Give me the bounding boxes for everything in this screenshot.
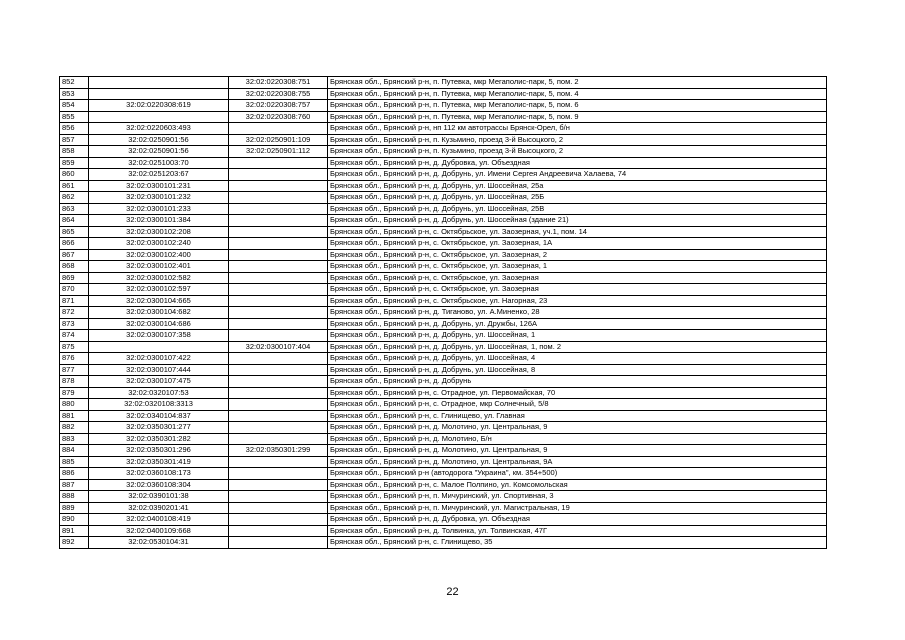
premises-cadastral-number-cell: [229, 330, 328, 342]
address-cell: Брянская обл., Брянский р-н, д. Добрунь, ул. Шоссейная, 1: [328, 330, 827, 342]
address-cell: Брянская обл., Брянский р-н, д. Добрунь, ул. Шоссейная, 25Б: [328, 192, 827, 204]
row-number-cell: 884: [60, 445, 89, 457]
table-row: [60, 456, 827, 468]
premises-cadastral-number-cell: [229, 376, 328, 388]
table-row: [60, 88, 827, 100]
address-cell: Брянская обл., Брянский р-н, п. Мичуринский, ул. Магистральная, 19: [328, 502, 827, 514]
premises-cadastral-number-cell: [229, 514, 328, 526]
cadastral-number-cell: 32:02:0300101:233: [89, 203, 229, 215]
table-row: [60, 284, 827, 296]
address-cell: Брянская обл., Брянский р-н, д. Добрунь, ул. Шоссейная, 8: [328, 364, 827, 376]
premises-cadastral-number-cell: [229, 249, 328, 261]
premises-cadastral-number-cell: [229, 468, 328, 480]
registry-table: [59, 76, 827, 549]
cadastral-number-cell: 32:02:0340104:837: [89, 410, 229, 422]
cadastral-number-cell: 32:02:0300101:232: [89, 192, 229, 204]
cadastral-number-cell: 32:02:0300107:422: [89, 353, 229, 365]
cadastral-number-cell: 32:02:0390201:41: [89, 502, 229, 514]
table-row: [60, 502, 827, 514]
premises-cadastral-number-cell: [229, 180, 328, 192]
row-number-cell: 854: [60, 100, 89, 112]
row-number-cell: 856: [60, 123, 89, 135]
address-cell: Брянская обл., Брянский р-н, д. Добрунь, ул. Шоссейная (здание 21): [328, 215, 827, 227]
premises-cadastral-number-cell: [229, 410, 328, 422]
address-cell: Брянская обл., Брянский р-н, д. Молотино, ул. Центральная, 9: [328, 422, 827, 434]
table-row: [60, 318, 827, 330]
table-row: [60, 491, 827, 503]
cadastral-number-cell: 32:02:0350301:277: [89, 422, 229, 434]
table-row: [60, 261, 827, 273]
address-cell: Брянская обл., Брянский р-н, д. Добрунь, ул. Шоссейная, 25В: [328, 203, 827, 215]
cadastral-number-cell: [89, 111, 229, 123]
address-cell: Брянская обл., Брянский р-н, с. Октябрьское, ул. Заозерная, 2: [328, 249, 827, 261]
cadastral-number-cell: 32:02:0320107:53: [89, 387, 229, 399]
page-number: 22: [446, 586, 459, 598]
table-row: [60, 272, 827, 284]
row-number-cell: 886: [60, 468, 89, 480]
premises-cadastral-number-cell: [229, 433, 328, 445]
table-row: [60, 376, 827, 388]
address-cell: Брянская обл., Брянский р-н, п. Путевка, мкр Мегаполис-парк, 5, пом. 2: [328, 77, 827, 89]
address-cell: Брянская обл., Брянский р-н, с. Отрадное, ул. Первомайская, 70: [328, 387, 827, 399]
cadastral-number-cell: 32:02:0300101:231: [89, 180, 229, 192]
premises-cadastral-number-cell: [229, 479, 328, 491]
row-number-cell: 881: [60, 410, 89, 422]
table-row: [60, 169, 827, 181]
cadastral-number-cell: 32:02:0350301:282: [89, 433, 229, 445]
row-number-cell: 878: [60, 376, 89, 388]
address-cell: Брянская обл., Брянский р-н, с. Глинищево, 35: [328, 537, 827, 549]
address-cell: Брянская обл., Брянский р-н, д. Толвинка, ул. Толвинская, 47Г: [328, 525, 827, 537]
cadastral-number-cell: 32:02:0300104:682: [89, 307, 229, 319]
table-row: [60, 100, 827, 112]
cadastral-number-cell: 32:02:0300102:208: [89, 226, 229, 238]
address-cell: Брянская обл., Брянский р-н, с. Октябрьское, ул. Заозерная, уч.1, пом. 14: [328, 226, 827, 238]
cadastral-number-cell: 32:02:0350301:296: [89, 445, 229, 457]
cadastral-number-cell: 32:02:0251003:70: [89, 157, 229, 169]
table-row: [60, 215, 827, 227]
address-cell: Брянская обл., Брянский р-н, п. Мичуринский, ул. Спортивная, 3: [328, 491, 827, 503]
table-row: [60, 134, 827, 146]
address-cell: Брянская обл., Брянский р-н, д. Молотино, Б/н: [328, 433, 827, 445]
row-number-cell: 885: [60, 456, 89, 468]
address-cell: Брянская обл., Брянский р-н, нп 112 км автотрассы Брянск-Орел, б/н: [328, 123, 827, 135]
premises-cadastral-number-cell: [229, 525, 328, 537]
row-number-cell: 887: [60, 479, 89, 491]
address-cell: Брянская обл., Брянский р-н, п. Путевка, мкр Мегаполис-парк, 5, пом. 9: [328, 111, 827, 123]
row-number-cell: 857: [60, 134, 89, 146]
table-row: [60, 364, 827, 376]
address-cell: Брянская обл., Брянский р-н, д. Добрунь, ул. Шоссейная, 1, пом. 2: [328, 341, 827, 353]
row-number-cell: 888: [60, 491, 89, 503]
row-number-cell: 870: [60, 284, 89, 296]
address-cell: Брянская обл., Брянский р-н, с. Октябрьское, ул. Заозерная, 1: [328, 261, 827, 273]
premises-cadastral-number-cell: [229, 502, 328, 514]
address-cell: Брянская обл., Брянский р-н, д. Добрунь, ул. Шоссейная, 25а: [328, 180, 827, 192]
table-row: [60, 192, 827, 204]
cadastral-number-cell: 32:02:0400108:419: [89, 514, 229, 526]
cadastral-number-cell: 32:02:0300102:400: [89, 249, 229, 261]
cadastral-number-cell: 32:02:0390101:38: [89, 491, 229, 503]
table-row: [60, 77, 827, 89]
cadastral-number-cell: 32:02:0220308:619: [89, 100, 229, 112]
address-cell: Брянская обл., Брянский р-н, д. Добрунь: [328, 376, 827, 388]
row-number-cell: 882: [60, 422, 89, 434]
address-cell: Брянская обл., Брянский р-н, с. Октябрьское, ул. Заозерная: [328, 284, 827, 296]
address-cell: Брянская обл., Брянский р-н, д. Дубровка, ул. Объездная: [328, 514, 827, 526]
table-row: [60, 249, 827, 261]
address-cell: Брянская обл., Брянский р-н (автодорога "Украина", км. 354+500): [328, 468, 827, 480]
row-number-cell: 861: [60, 180, 89, 192]
table-row: [60, 353, 827, 365]
row-number-cell: 871: [60, 295, 89, 307]
premises-cadastral-number-cell: [229, 226, 328, 238]
premises-cadastral-number-cell: [229, 307, 328, 319]
premises-cadastral-number-cell: [229, 203, 328, 215]
address-cell: Брянская обл., Брянский р-н, п. Путевка, мкр Мегаполис-парк, 5, пом. 6: [328, 100, 827, 112]
address-cell: Брянская обл., Брянский р-н, д. Молотино, ул. Центральная, 9А: [328, 456, 827, 468]
row-number-cell: 877: [60, 364, 89, 376]
row-number-cell: 873: [60, 318, 89, 330]
table-body: [60, 77, 827, 549]
address-cell: Брянская обл., Брянский р-н, д. Добрунь, ул. Шоссейная, 4: [328, 353, 827, 365]
row-number-cell: 858: [60, 146, 89, 158]
cadastral-number-cell: [89, 88, 229, 100]
premises-cadastral-number-cell: 32:02:0250901:112: [229, 146, 328, 158]
row-number-cell: 889: [60, 502, 89, 514]
table-row: [60, 111, 827, 123]
premises-cadastral-number-cell: [229, 295, 328, 307]
row-number-cell: 883: [60, 433, 89, 445]
row-number-cell: 865: [60, 226, 89, 238]
table-row: [60, 468, 827, 480]
row-number-cell: 866: [60, 238, 89, 250]
premises-cadastral-number-cell: [229, 399, 328, 411]
table-row: [60, 203, 827, 215]
table-row: [60, 226, 827, 238]
table-row: [60, 410, 827, 422]
address-cell: Брянская обл., Брянский р-н, д. Молотино, ул. Центральная, 9: [328, 445, 827, 457]
premises-cadastral-number-cell: [229, 123, 328, 135]
table-row: [60, 387, 827, 399]
row-number-cell: 875: [60, 341, 89, 353]
address-cell: Брянская обл., Брянский р-н, с. Глинищево, ул. Главная: [328, 410, 827, 422]
premises-cadastral-number-cell: 32:02:0350301:299: [229, 445, 328, 457]
row-number-cell: 859: [60, 157, 89, 169]
premises-cadastral-number-cell: 32:02:0250901:109: [229, 134, 328, 146]
address-cell: Брянская обл., Брянский р-н, д. Дубровка, ул. Объездная: [328, 157, 827, 169]
row-number-cell: 855: [60, 111, 89, 123]
premises-cadastral-number-cell: [229, 456, 328, 468]
cadastral-number-cell: 32:02:0250901:56: [89, 146, 229, 158]
table-row: [60, 330, 827, 342]
row-number-cell: 852: [60, 77, 89, 89]
premises-cadastral-number-cell: [229, 157, 328, 169]
cadastral-number-cell: 32:02:0300101:384: [89, 215, 229, 227]
row-number-cell: 890: [60, 514, 89, 526]
table-row: [60, 479, 827, 491]
row-number-cell: 860: [60, 169, 89, 181]
premises-cadastral-number-cell: [229, 192, 328, 204]
premises-cadastral-number-cell: [229, 491, 328, 503]
cadastral-number-cell: 32:02:0350301:419: [89, 456, 229, 468]
row-number-cell: 867: [60, 249, 89, 261]
cadastral-number-cell: 32:02:0300107:444: [89, 364, 229, 376]
table-row: [60, 525, 827, 537]
premises-cadastral-number-cell: [229, 318, 328, 330]
address-cell: Брянская обл., Брянский р-н, с. Малое Полпино, ул. Комсомольская: [328, 479, 827, 491]
address-cell: Брянская обл., Брянский р-н, д. Добрунь, ул. Дружбы, 126А: [328, 318, 827, 330]
cadastral-number-cell: 32:02:0250901:56: [89, 134, 229, 146]
cadastral-number-cell: 32:02:0400109:668: [89, 525, 229, 537]
premises-cadastral-number-cell: [229, 215, 328, 227]
table-row: [60, 433, 827, 445]
address-cell: Брянская обл., Брянский р-н, п. Кузьмино, проезд 3-й Высоцкого, 2: [328, 134, 827, 146]
premises-cadastral-number-cell: [229, 169, 328, 181]
row-number-cell: 862: [60, 192, 89, 204]
cadastral-number-cell: 32:02:0251203:67: [89, 169, 229, 181]
row-number-cell: 872: [60, 307, 89, 319]
cadastral-number-cell: 32:02:0300107:475: [89, 376, 229, 388]
address-cell: Брянская обл., Брянский р-н, п. Кузьмино, проезд 3-й Высоцкого, 2: [328, 146, 827, 158]
cadastral-number-cell: 32:02:0530104:31: [89, 537, 229, 549]
premises-cadastral-number-cell: 32:02:0220308:760: [229, 111, 328, 123]
cadastral-number-cell: 32:02:0320108:3313: [89, 399, 229, 411]
premises-cadastral-number-cell: [229, 364, 328, 376]
cadastral-number-cell: 32:02:0360108:173: [89, 468, 229, 480]
cadastral-number-cell: 32:02:0300102:240: [89, 238, 229, 250]
cadastral-number-cell: [89, 77, 229, 89]
row-number-cell: 853: [60, 88, 89, 100]
cadastral-number-cell: 32:02:0300102:401: [89, 261, 229, 273]
row-number-cell: 891: [60, 525, 89, 537]
cadastral-number-cell: 32:02:0300102:597: [89, 284, 229, 296]
cadastral-number-cell: 32:02:0220603:493: [89, 123, 229, 135]
address-cell: Брянская обл., Брянский р-н, п. Путевка, мкр Мегаполис-парк, 5, пом. 4: [328, 88, 827, 100]
table-row: [60, 445, 827, 457]
cadastral-number-cell: 32:02:0360108:304: [89, 479, 229, 491]
table-row: [60, 180, 827, 192]
table-row: [60, 123, 827, 135]
table-row: [60, 399, 827, 411]
row-number-cell: 864: [60, 215, 89, 227]
row-number-cell: 874: [60, 330, 89, 342]
cadastral-number-cell: 32:02:0300107:358: [89, 330, 229, 342]
premises-cadastral-number-cell: [229, 284, 328, 296]
address-cell: Брянская обл., Брянский р-н, с. Октябрьское, ул. Нагорная, 23: [328, 295, 827, 307]
table-row: [60, 157, 827, 169]
address-cell: Брянская обл., Брянский р-н, с. Октябрьское, ул. Заозерная: [328, 272, 827, 284]
premises-cadastral-number-cell: 32:02:0300107:404: [229, 341, 328, 353]
row-number-cell: 892: [60, 537, 89, 549]
premises-cadastral-number-cell: [229, 238, 328, 250]
table-row: [60, 537, 827, 549]
premises-cadastral-number-cell: 32:02:0220308:757: [229, 100, 328, 112]
premises-cadastral-number-cell: 32:02:0220308:755: [229, 88, 328, 100]
address-cell: Брянская обл., Брянский р-н, с. Отрадное, мкр Солнечный, 5/8: [328, 399, 827, 411]
premises-cadastral-number-cell: [229, 537, 328, 549]
row-number-cell: 863: [60, 203, 89, 215]
premises-cadastral-number-cell: [229, 353, 328, 365]
premises-cadastral-number-cell: [229, 261, 328, 273]
table-row: [60, 341, 827, 353]
table-row: [60, 422, 827, 434]
address-cell: Брянская обл., Брянский р-н, д. Тиганово, ул. А.Миненко, 28: [328, 307, 827, 319]
row-number-cell: 869: [60, 272, 89, 284]
premises-cadastral-number-cell: [229, 422, 328, 434]
cadastral-number-cell: [89, 341, 229, 353]
address-cell: Брянская обл., Брянский р-н, д. Добрунь, ул. Имени Сергея Андреевича Халаева, 74: [328, 169, 827, 181]
row-number-cell: 876: [60, 353, 89, 365]
table-row: [60, 146, 827, 158]
row-number-cell: 879: [60, 387, 89, 399]
premises-cadastral-number-cell: [229, 387, 328, 399]
cadastral-number-cell: 32:02:0300104:665: [89, 295, 229, 307]
row-number-cell: 880: [60, 399, 89, 411]
premises-cadastral-number-cell: [229, 272, 328, 284]
address-cell: Брянская обл., Брянский р-н, с. Октябрьское, ул. Заозерная, 1А: [328, 238, 827, 250]
row-number-cell: 868: [60, 261, 89, 273]
premises-cadastral-number-cell: 32:02:0220308:751: [229, 77, 328, 89]
table-row: [60, 238, 827, 250]
table-row: [60, 295, 827, 307]
cadastral-number-cell: 32:02:0300102:582: [89, 272, 229, 284]
cadastral-number-cell: 32:02:0300104:686: [89, 318, 229, 330]
table-row: [60, 307, 827, 319]
table-row: [60, 514, 827, 526]
